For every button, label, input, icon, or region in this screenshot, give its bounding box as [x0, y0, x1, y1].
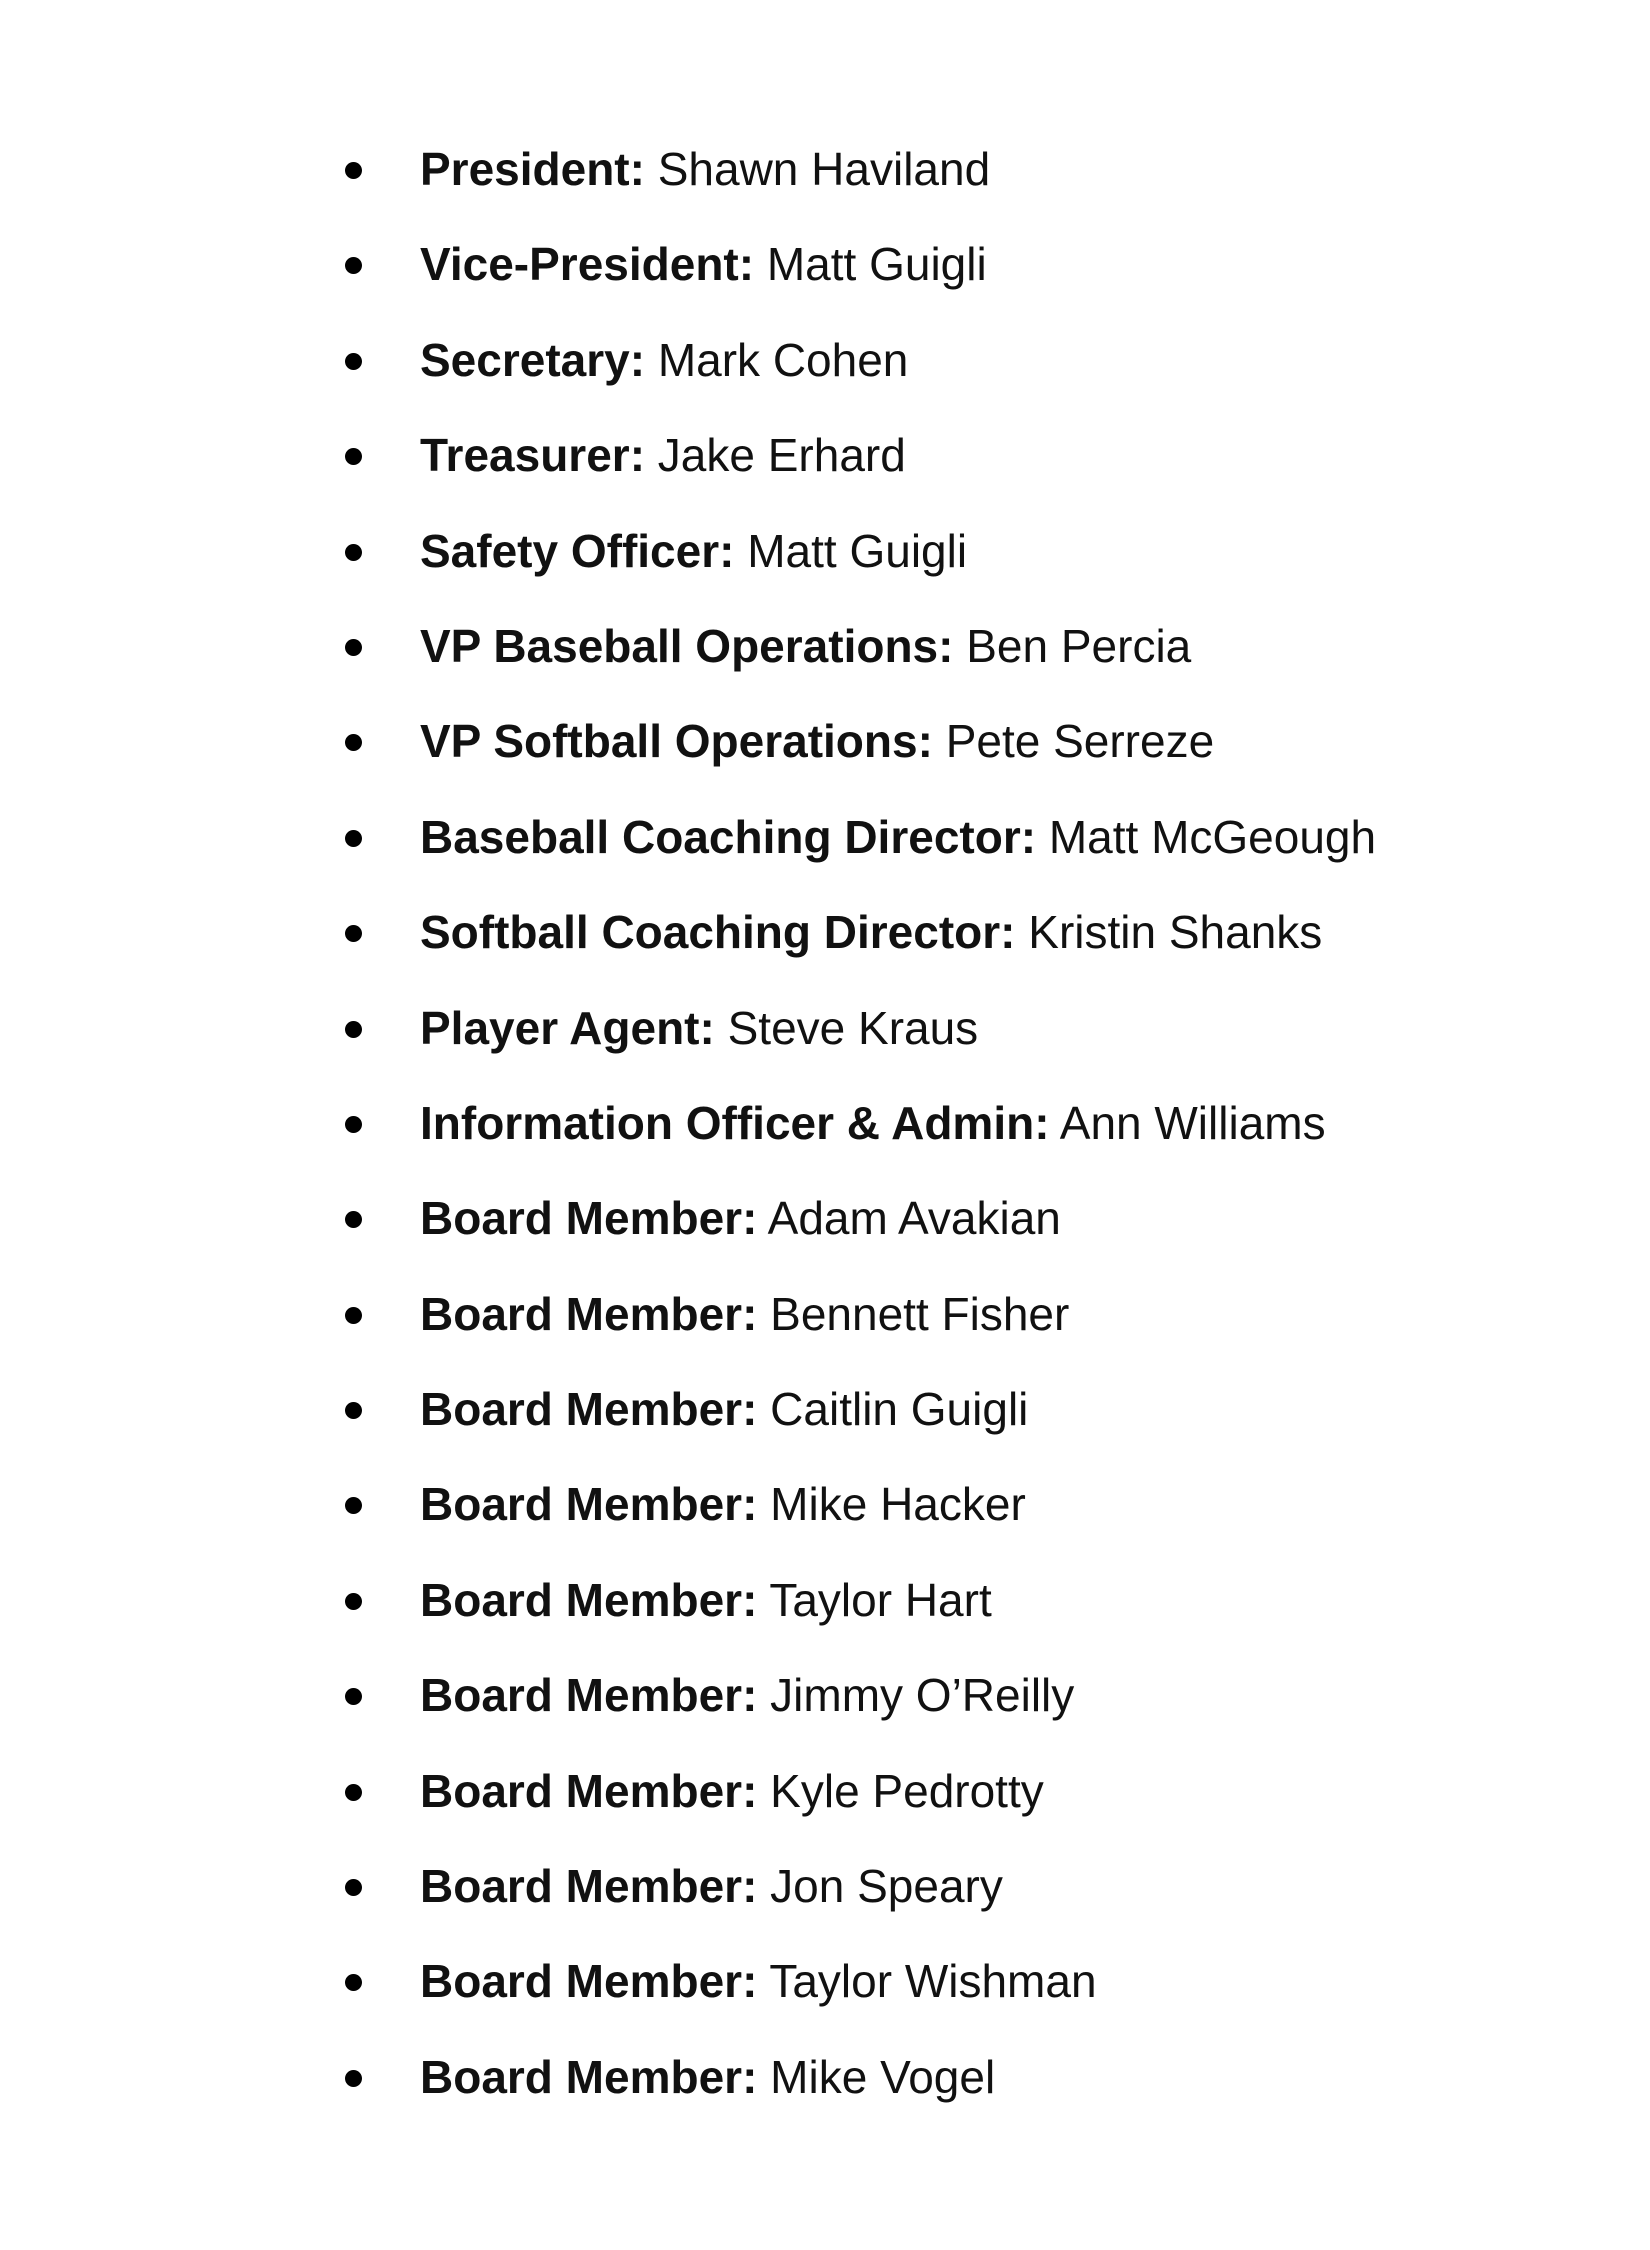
role-label: Softball Coaching Director:: [420, 906, 1016, 959]
person-name: Caitlin Guigli: [770, 1383, 1029, 1436]
person-name: Mark Cohen: [657, 333, 909, 386]
person-name: Matt Guigli: [747, 524, 968, 577]
bullet-icon: [345, 925, 362, 942]
list-item-text: [420, 1858, 1003, 1914]
bullet-icon: [345, 257, 362, 274]
bullet-icon: [345, 734, 362, 751]
person-name: Kyle Pedrotty: [770, 1764, 1044, 1817]
person-name: Ann Williams: [1059, 1096, 1326, 1149]
bullet-icon: [345, 830, 362, 847]
list-item-text: [420, 1763, 1044, 1819]
bullet-icon: [345, 1784, 362, 1801]
person-name: Jake Erhard: [657, 429, 906, 482]
bullet-icon: [345, 2070, 362, 2087]
list-item-text: [420, 1190, 1061, 1246]
person-name: Taylor Wishman: [769, 1955, 1097, 2008]
bullet-icon: [345, 448, 362, 465]
list-item-text: [420, 618, 1191, 674]
bullet-icon: [345, 162, 362, 179]
person-name: Steve Kraus: [727, 1001, 979, 1054]
person-name: Kristin Shanks: [1028, 906, 1323, 959]
person-name: Shawn Haviland: [657, 143, 991, 195]
bullet-icon: [345, 1402, 362, 1419]
role-label: Board Member:: [420, 1669, 758, 1722]
bullet-icon: [345, 1307, 362, 1324]
role-label: President:: [420, 143, 645, 195]
bullet-icon: [345, 353, 362, 370]
person-name: Pete Serreze: [945, 715, 1215, 768]
role-label: Baseball Coaching Director:: [420, 810, 1037, 863]
person-name: Matt Guigli: [766, 238, 987, 291]
list-item-text: [420, 809, 1376, 865]
list-item-text: [420, 1000, 978, 1056]
person-name: Taylor Hart: [769, 1573, 992, 1626]
bullet-icon: [345, 1497, 362, 1514]
role-label: Secretary:: [420, 333, 646, 386]
list-item-text: [420, 1572, 992, 1628]
role-label: Board Member:: [420, 1955, 758, 2008]
role-label: Board Member:: [420, 1573, 758, 1626]
person-name: Matt McGeough: [1048, 810, 1377, 863]
list-item-text: [420, 523, 967, 579]
list-item-text: [420, 1286, 1069, 1342]
list-item-text: [420, 1381, 1028, 1437]
list-item-text: [420, 2049, 995, 2105]
list-item-text: [420, 1476, 1026, 1532]
role-label: Information Officer & Admin:: [420, 1096, 1050, 1149]
list-item-text: [420, 427, 906, 483]
bullet-icon: [345, 1116, 362, 1133]
person-name: Bennett Fisher: [770, 1287, 1070, 1340]
bullet-icon: [345, 1593, 362, 1610]
person-name: Mike Vogel: [770, 2050, 996, 2103]
bullet-icon: [345, 1021, 362, 1038]
person-name: Jon Speary: [770, 1860, 1003, 1913]
role-label: VP Baseball Operations:: [420, 619, 954, 672]
person-name: Mike Hacker: [770, 1478, 1026, 1531]
role-label: VP Softball Operations:: [420, 715, 933, 768]
bullet-icon: [345, 1974, 362, 1991]
role-label: Vice-President:: [420, 238, 755, 291]
role-label: Treasurer:: [420, 429, 646, 482]
list-item-text: [420, 141, 990, 197]
bullet-icon: [345, 1688, 362, 1705]
person-name: Jimmy O’Reilly: [770, 1669, 1075, 1722]
bullet-icon: [345, 544, 362, 561]
list-item-text: [420, 904, 1322, 960]
list-item-text: [420, 1095, 1326, 1151]
role-label: Board Member:: [420, 1478, 758, 1531]
role-label: Board Member:: [420, 1192, 758, 1245]
bullet-icon: [345, 1211, 362, 1228]
bullet-icon: [345, 1879, 362, 1896]
role-label: Player Agent:: [420, 1001, 715, 1054]
list-item-text: [420, 713, 1214, 769]
list-item-text: [420, 1953, 1097, 2009]
role-label: Safety Officer:: [420, 524, 735, 577]
list-item-text: [420, 236, 987, 292]
person-name: Ben Percia: [966, 619, 1192, 672]
list-item-text: [420, 332, 908, 388]
role-label: Board Member:: [420, 1287, 758, 1340]
role-label: Board Member:: [420, 1383, 758, 1436]
role-label: Board Member:: [420, 1764, 758, 1817]
person-name: Adam Avakian: [767, 1192, 1061, 1245]
role-label: Board Member:: [420, 1860, 758, 1913]
role-label: Board Member:: [420, 2050, 758, 2103]
bullet-icon: [345, 639, 362, 656]
list-item-text: [420, 1667, 1074, 1723]
